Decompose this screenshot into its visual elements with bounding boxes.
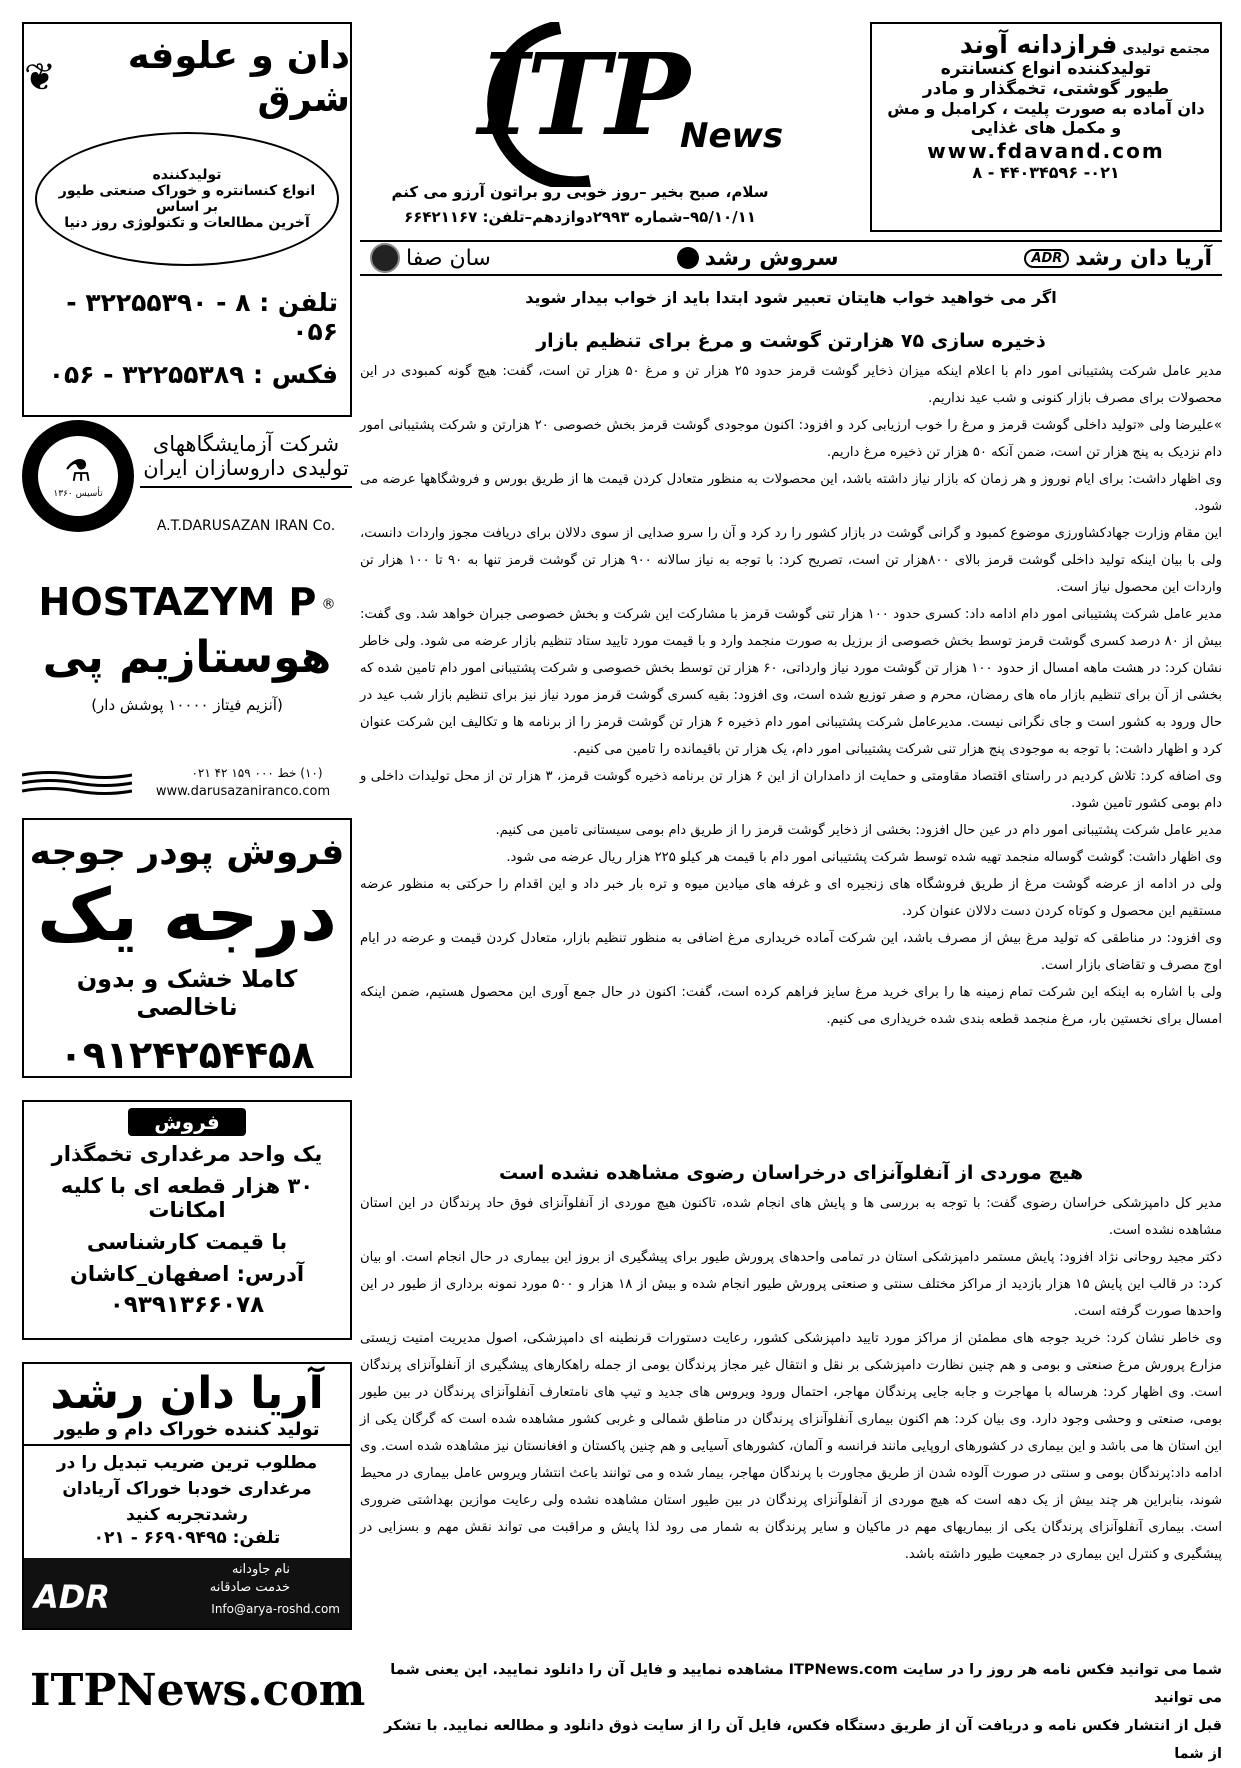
article-paragraph: این مقام وزارت جهادکشاورزی موضوع کمبود و گرانی گوشت در بازار کشور را رد کرد و آن را سرو صدایی از سوی دلالان برای دریافت مجوز واردات دانست، ولی با بیان اینکه تولید داخلی گوشت قرمز بالای ۸۰۰هزار تن است، تصریح کرد: با توجه به نیاز سالانه ۹۰۰ هزار تن گوشت قرمز تنها به ۹۰ تا ۱۰۰ هزار تن واردات این محصول نیاز است. bbox=[360, 526, 1222, 595]
arya-phone: تلفن: ۶۶۹۰۹۴۹۵ - ۰۲۱ bbox=[93, 1528, 281, 1548]
ad-darusazan bbox=[22, 420, 352, 815]
article-paragraph: وی افزود: در مناطقی که تولید مرغ بیش از مصرف باشد، این شرکت آماده خریداری مرغ اضافی به منظور تنظیم بازار، متعادل کردن قیمت و عرضه در ایام اوج مصرف و تقاضای بازار است. bbox=[360, 931, 1222, 973]
flask-icon: ⚗ bbox=[64, 453, 92, 489]
powder-line2: درجه یک bbox=[37, 873, 337, 957]
ad-faradane-avand bbox=[870, 22, 1222, 232]
slogan: اگر می خواهید خواب هایتان تعبیر شود ابتدا باید از خواب بیدار شوید bbox=[525, 288, 1057, 307]
sponsor-soroush: سروش رشد bbox=[677, 246, 839, 271]
ad-website[interactable]: www.fdavand.com bbox=[927, 139, 1165, 163]
logo-itp: ITP bbox=[478, 30, 686, 161]
ad-line: طیور گوشتی، تخمگذار و مادر bbox=[922, 79, 1170, 99]
ad-phone: ۰۲۱- ۴۴۰۳۴۵۹۶ - ۸ bbox=[972, 163, 1120, 182]
ad-line: تولیدکننده انواع کنسانتره bbox=[940, 59, 1152, 79]
footer-note: شما می توانید فکس نامه هر روز را در سایت ITPNews.com مشاهده نمایید و فایل آن را دانلود نمایید. این یعنی شما می توانید قبل از انتشار فکس نامه و دریافت آن از طریق دستگاه فکس، فایل آن را از سایت ذوق دانلود و مطالعه نمایید. با تشکر از شما bbox=[383, 1662, 1222, 1762]
product-fa: هوستازیم پی bbox=[42, 632, 332, 683]
darusazan-seal-icon: ⚗ تأسیس ۱۳۶۰ bbox=[22, 420, 134, 532]
sansafa-logo-icon bbox=[370, 243, 400, 273]
sale-line: آدرس: اصفهان_کاشان bbox=[69, 1262, 305, 1286]
product-latin: HOSTAZYM P bbox=[38, 580, 317, 624]
powder-phone: ۰۹۱۲۴۲۵۴۴۵۸ bbox=[59, 1033, 315, 1077]
ad-feed-east bbox=[22, 22, 352, 417]
article-paragraph: مدیر عامل شرکت پشتیبانی امور دام با اعلام اینکه میزان ذخایر گوشت قرمز حدود ۲۵ هزار تن و مرغ ۵۰ هزار تن است، گفت: هیچ گونه کمبودی در این محصولات برای مصرف بازار کنونی و شب عید نداریم. bbox=[360, 364, 1222, 406]
ad-kicker: مجتمع تولیدی bbox=[1122, 42, 1210, 57]
article-paragraph: ولی در ادامه از عرضه گوشت مرغ از طریق فروشگاه های زنجیره ای و غرفه های میادین میوه و تره بار خبر داد و این اقدام را حرکتی به منظور عرضه مستقیم این محصول و کوتاه کردن دست دلالان عنوان کرد. bbox=[360, 877, 1222, 919]
ad-oval: تولیدکننده انواع کنسانتره و خوراک صنعتی طیور بر اساس آخرین مطالعات و تکنولوژی روز دنیا bbox=[35, 132, 339, 266]
wave-lines-icon bbox=[22, 770, 132, 800]
divider bbox=[140, 486, 352, 488]
greeting-line: سلام، صبح بخیر –روز خوبی رو براتون آرزو می کنم bbox=[391, 183, 769, 201]
company-latin: A.T.DARUSAZAN IRAN Co. bbox=[156, 518, 336, 534]
arya-tag: نام جاودانه bbox=[231, 1562, 290, 1577]
itp-news-logo bbox=[440, 22, 784, 187]
arya-tag: خدمت صادقانه bbox=[209, 1580, 290, 1595]
sale-phone: ۰۹۳۹۱۳۶۶۰۷۸ bbox=[109, 1292, 265, 1318]
footer-site[interactable]: ITPNews.com bbox=[30, 1665, 366, 1716]
sponsors-bar bbox=[360, 240, 1222, 276]
arya-footer-strip bbox=[24, 1558, 350, 1628]
article-paragraph: مدیر کل دامپزشکی خراسان رضوی گفت: با توجه به بررسی ها و پایش های انجام شده، تاکنون هیچ موردی از آنفلوآنزای فوق حاد پرندگان در این استان مشاهده نشده است. bbox=[360, 1196, 1222, 1238]
sponsor-sansafa: سان صفا bbox=[370, 243, 491, 273]
sale-line: با قیمت کارشناسی bbox=[86, 1230, 288, 1254]
arya-email[interactable]: Info@arya-roshd.com bbox=[211, 1602, 340, 1616]
article-title: هیچ موردی از آنفلوآنزای درخراسان رضوی مشاهده نشده است bbox=[498, 1162, 1084, 1184]
adr-logo-icon: ADR bbox=[1024, 249, 1069, 268]
issue-line: ۹۵/۱۰/۱۱–شماره ۲۹۹۳دوازدهم–تلفن: ۶۶۴۲۱۱۶۷ bbox=[404, 208, 756, 226]
article-paragraph: »علیرضا ولی «تولید داخلی گوشت قرمز و مرغ را خوب ارزیابی کرد و افزود: اکنون موجودی گوشت قرمز بخش خصوصی ۲۰ هزارتن و شرکت پشتیبانی امور دام نزدیک به پنج هزار تن است، ضمن آنکه ۵۰ هزار تن ذخیره مرغ داریم. bbox=[360, 418, 1222, 460]
arya-brand: آریا دان رشد bbox=[50, 1368, 324, 1419]
arya-slogan: مطلوب ترین ضریب تبدیل را در مرغداری خودبا خوراک آریادان رشدتجربه کنید bbox=[56, 1453, 318, 1525]
logo-news: News bbox=[680, 116, 784, 156]
ad-arya-dan-roshd bbox=[22, 1362, 352, 1630]
soroush-logo-icon bbox=[677, 247, 699, 269]
powder-line3: کاملا خشک و بدون ناخالصی bbox=[76, 965, 298, 1021]
article-avian-flu bbox=[360, 1162, 1222, 1568]
registered-mark: ® bbox=[321, 596, 336, 613]
ad-brand: فرازدانه آوند bbox=[959, 30, 1118, 59]
article-paragraph: مدیر عامل شرکت پشتیبانی امور دام ادامه داد: کسری حدود ۱۰۰ هزار تنی گوشت قرمز با مشارکت این شرکت و بخش خصوصی جبران خواهد شد. وی گفت: بیش از ۸۰ درصد کسری گوشت قرمز توسط بخش خصوصی از برزیل به صورت منجمد وارد و با قیمت مورد تایید ستاد تنظیم بازار عرضه می شود. ولی خاطر نشان کرد: در هشت ماهه امسال از حدود ۱۰۰ هزار تن گوشت مورد نیاز وارداتی، ۶۰ هزار تن توسط بخش خصوصی و شرکت پشتیبانی امور دام تامین شده که بخشی از آن برای تنظیم بازار ماه های رمضان، محرم و صفر توزیع شده است، وی افزود: بقیه کسری گوشت قرمز مورد نیاز نیز برای تنظیم بازار شب عید در حال ورود به کشور است و جای نگرانی نیست. مدیرعامل شرکت پشتیبانی امور دام ذخیره ۶ هزار تن گوشت قرمز را از برنامه ها و تکالیف این شرکت عنوان کرد و اظهار داشت: با توجه به موجودی پنج هزار تنی شرکت پشتیبانی امور دام، یک هزار تن باقیمانده را تامین می کنیم. bbox=[360, 607, 1223, 757]
arya-sub: تولید کننده خوراک دام و طیور bbox=[24, 1419, 350, 1446]
ad-line: دان آماده به صورت پلیت ، کرامبل و مش bbox=[887, 99, 1205, 118]
article-paragraph: وی خاطر نشان کرد: خرید جوجه های مطمئن از مراکز مورد تایید دامپزشکی کشور، رعایت دستورات قرنطینه ای دامپزشکی، اصول مدیریت امنیت زیستی مزارع پرورش مرغ صنعتی و بومی و هم چنین نظارت دامپزشکی بر نقل و انتقال غیر مجاز پرندگان بومی از جمله راهکارهای پیشگیری از آنفلوآنزای پرندگان است. وی اظهار کرد: هرساله با مهاجرت و جابه جایی پرندگان مهاجر، احتمال ورود ویروس های جدید و تیپ های نامتعارف آنفلوآنزای پرندگان در بین طیور بومی، صنعتی و وحشی وجود دارد. وی بیان کرد: هم اکنون بیماری آنفلوآنزای پرندگان در مناطق شمالی و غربی کشور مشاهده شده است که گرگان یکی از این استان ها می باشد و این بیماری در کشورهای اروپایی مانند فرانسه و آلمان، کشورهای آسیایی و هم چنین پاکستان و افغانستان نیز مشاهده شده است. وی ادامه داد:پرندگان بومی و سنتی در صورت آلوده شدن از طریق مجاورت با پرندگان مهاجر، بیمار شده و می توانند باعث انتشار ویروس عامل بیماری در محیط شوند، بنابراین هر چند بیش از یک دهه است که هیچ موردی از آنفلوآنزای پرندگان در بین طیور استان مشاهده نشده ولی رعایت موازین بهداشتی ضروری است. بیماری آنفلوآنزای پرندگان یکی از بیماریهای مهم در ماکیان و سایر پرندگان به شمار می رود لذا پایش و مراقبت می تواند نقش مهم و بسزایی در پیشگیری و کنترل این بیماری در جمعیت طیور داشته باشد. bbox=[360, 1331, 1222, 1562]
sponsor-arya: آریا دان رشد ADR bbox=[1024, 246, 1212, 271]
article-paragraph: وی اظهار داشت: برای ایام نوروز و هر زمان که بازار نیاز داشته باشد، این محصولات به منظور متعادل کردن قیمت ها از طریق بورس و فروشگاهها عرضه می شود. bbox=[360, 472, 1222, 514]
article-paragraph: وی اضافه کرد: تلاش کردیم در راستای اقتصاد مقاومتی و حمایت از دامداران از این ۶ هزار تن برنامه ذخیره گوشت قرمز، ۳ هزار تن از محل تولیدات داخلی و دام بومی کشور تامین شود. bbox=[360, 769, 1222, 811]
company-title: تولیدی داروسازان ایران bbox=[143, 456, 349, 480]
powder-line1: فروش پودر جوجه bbox=[29, 832, 345, 873]
ad-fax: فکس : ۳۲۲۵۵۳۸۹ - ۰۵۶ bbox=[48, 360, 338, 389]
darusazan-phone: (۱۰) خط ۰۰۰ ۱۵۹ ۴۲ ۰۲۱ bbox=[191, 766, 323, 780]
ad-farm-sale bbox=[22, 1100, 352, 1340]
article-paragraph: ولی با اشاره به اینکه این شرکت تمام زمینه ها را برای خرید مرغ سایز فراهم کرده است، گفت: اکنون در حال جمع آوری این محصول هستیم، ضمن اینکه امسال برای نخستین بار، مرغ منجمد قطعه بندی شده خریداری می کنیم. bbox=[360, 985, 1222, 1027]
ad-brand: دان و علوفه شرق bbox=[127, 34, 350, 120]
article-title: ذخیره سازی ۷۵ هزارتن گوشت و مرغ برای تنظیم بازار bbox=[536, 330, 1046, 352]
wheat-leaf-icon: ❦ bbox=[24, 55, 56, 99]
arya-logo: ADR bbox=[34, 1578, 110, 1616]
article-paragraph: مدیر عامل شرکت پشتیبانی امور دام در عین حال افزود: بخشی از ذخایر گوشت قرمز را از طریق دام بومی سیستانی تامین می کنیم. bbox=[495, 823, 1222, 838]
article-meat-storage bbox=[360, 330, 1222, 1033]
sale-line: یک واحد مرغداری تخمگذار bbox=[51, 1142, 323, 1166]
ad-chick-powder bbox=[22, 818, 352, 1078]
article-paragraph: دکتر مجید روحانی نژاد افزود: پایش مستمر دامپزشکی استان در تمامی واحدهای پرورش طیور برای پیشگیری از بروز این بیماری در حال انجام است. او بیان کرد: در قالب این پایش ۱۵ هزار بازدید از مراکز مختلف سنتی و صنعتی پرورش طیور انجام شده و بیش از ۱۸ هزار و ۵۰۰ مورد نمونه برداری از طیور در این واحدها صورت گرفته است. bbox=[360, 1250, 1222, 1319]
article-paragraph: وی اظهار داشت: گوشت گوساله منجمد تهیه شده توسط شرکت پشتیبانی امور دام با قیمت هر کیلو ۲۲۵ هزار ریال عرضه می شود. bbox=[506, 850, 1222, 865]
sale-badge: فروش bbox=[128, 1108, 246, 1136]
darusazan-website[interactable]: www.darusazaniranco.com bbox=[155, 784, 331, 799]
product-desc: (آنزیم فیتاز ۱۰۰۰۰ پوشش دار) bbox=[91, 696, 283, 714]
ad-line: و مکمل های غذایی bbox=[970, 118, 1122, 137]
sale-line: ۳۰ هزار قطعه ای با کلیه امکانات bbox=[60, 1174, 314, 1222]
ad-tel: تلفن : ۸ - ۳۲۲۵۵۳۹۰ - ۰۵۶ bbox=[66, 288, 338, 346]
company-title: شرکت آزمایشگاههای bbox=[152, 432, 340, 456]
